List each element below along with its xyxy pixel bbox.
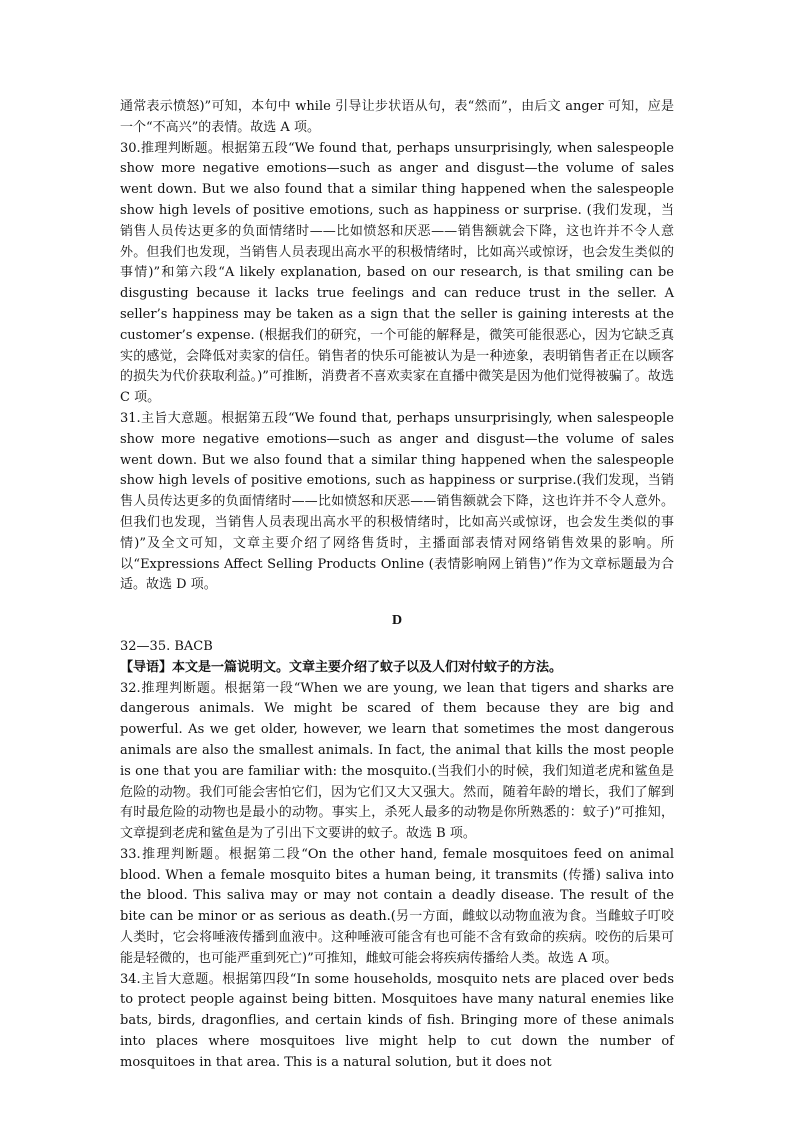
- paragraph-q34: 34.主旨大意题。根据第四段“In some households, mosquito nets are placed over beds to protect people against being bitten. Mosquitoes have many natural enemies like bats, birds, dragonflies, and certain kinds of fish. Bringing more of these animals into places where mosquitoes live might help to cut down the number of mosquitoes in that area. This is a natural solution, but it does not: [120, 971, 674, 1070]
- paragraph-q29-tail: 通常表示愤怒)”可知，本句中 while 引导让步状语从句，表“然而”，由后文 anger 可知，应是一个“不高兴”的表情。故选 A 项。: [120, 99, 674, 135]
- paragraph-q31: 31.主旨大意题。根据第五段“We found that, perhaps unsurprisingly, when salespeople show more negative emotions—such as anger and disgust—the volume of sales went down. But we also found that a similar thing happened when the salespeople show high levels of positive emotions, such as happiness or surprise.(我们发现，当销售人员传达更多的负面情绪时——比如愤怒和厌恶——销售额就会下降，这也许并不令人意外。但我们也发现，当销售人员表现出高水平的积极情绪时，比如高兴或惊讶，也会发生类似的事情)”及全文可知，文章主要介绍了网络售货时，主播面部表情对网络销售效果的影响。所以“Expressions Affect Selling Products Online (表情影响网上销售)”作为文章标题最为合适。故选 D 项。: [120, 410, 674, 593]
- section-heading: D: [391, 613, 403, 629]
- guide-text: 【导语】本文是一篇说明文。文章主要介绍了蚊子以及人们对付蚊子的方法。: [120, 659, 563, 675]
- paragraph-q30: 30.推理判断题。根据第五段“We found that, perhaps unsurprisingly, when salespeople show more negative emotions—such as anger and disgust—the volume of sales went down. But we also found that a similar thing happened when the salespeople show high levels of positive emotions, such as happiness or surprise. (我们发现，当销售人员传达更多的负面情绪时——比如愤怒和厌恶——销售额就会下降，这也许并不令人意外。但我们也发现，当销售人员表现出高水平的积极情绪时，比如高兴或惊讶，也会发生类似的事情)”和第六段“A likely explanation, based on our research, is that smiling can be disgusting because it lacks true feelings and can reduce trust in the seller. A seller’s happiness may be taken as a sign that the seller is gaining interests at the customer’s expense. (根据我们的研究，一个可能的解释是，微笑可能很恶心，因为它缺乏真实的感觉，会降低对卖家的信任。销售者的快乐可能被认为是一种迹象，表明销售者正在以顾客的损失为代价获取利益。)”可推断，消费者不喜欢卖家在直播中微笑是因为他们觉得被骗了。故选 C 项。: [120, 140, 674, 406]
- paragraph-q33: 33.推理判断题。根据第二段“On the other hand, female mosquitoes feed on animal blood. When a female mosquito bites a human being, it transmits (传播) saliva into the blood. This saliva may or may not contain a deadly disease. The result of the bite can be minor or as serious as death.(另一方面，雌蚊以动物血液为食。当雌蚊子叮咬人类时，它会将唾液传播到血液中。这种唾液可能含有也可能不含有致命的疾病。咬伤的后果可能是轻微的，也可能严重到死亡)”可推知，雌蚊可能会将疾病传播给人类。故选 A 项。: [120, 846, 674, 966]
- answer-key: 32—35. BACB: [120, 638, 213, 654]
- paragraph-q32: 32.推理判断题。根据第一段“When we are young, we lean that tigers and sharks are dangerous animals. We might be scared of them because they are big and powerful. As we get older, however, we learn that sometimes the most dangerous animals are also the smallest animals. In fact, the animal that kills the most people is one that you are familiar with: the mosquito.(当我们小的时候，我们知道老虎和鲨鱼是危险的动物。我们可能会害怕它们，因为它们又大又强大。然而，随着年龄的增长，我们了解到有时最危险的动物也是最小的动物。事实上，杀死人最多的动物是你所熟悉的：蚊子)”可推知，文章提到老虎和鲨鱼是为了引出下文要讲的蚊子。故选 B 项。: [120, 680, 674, 842]
